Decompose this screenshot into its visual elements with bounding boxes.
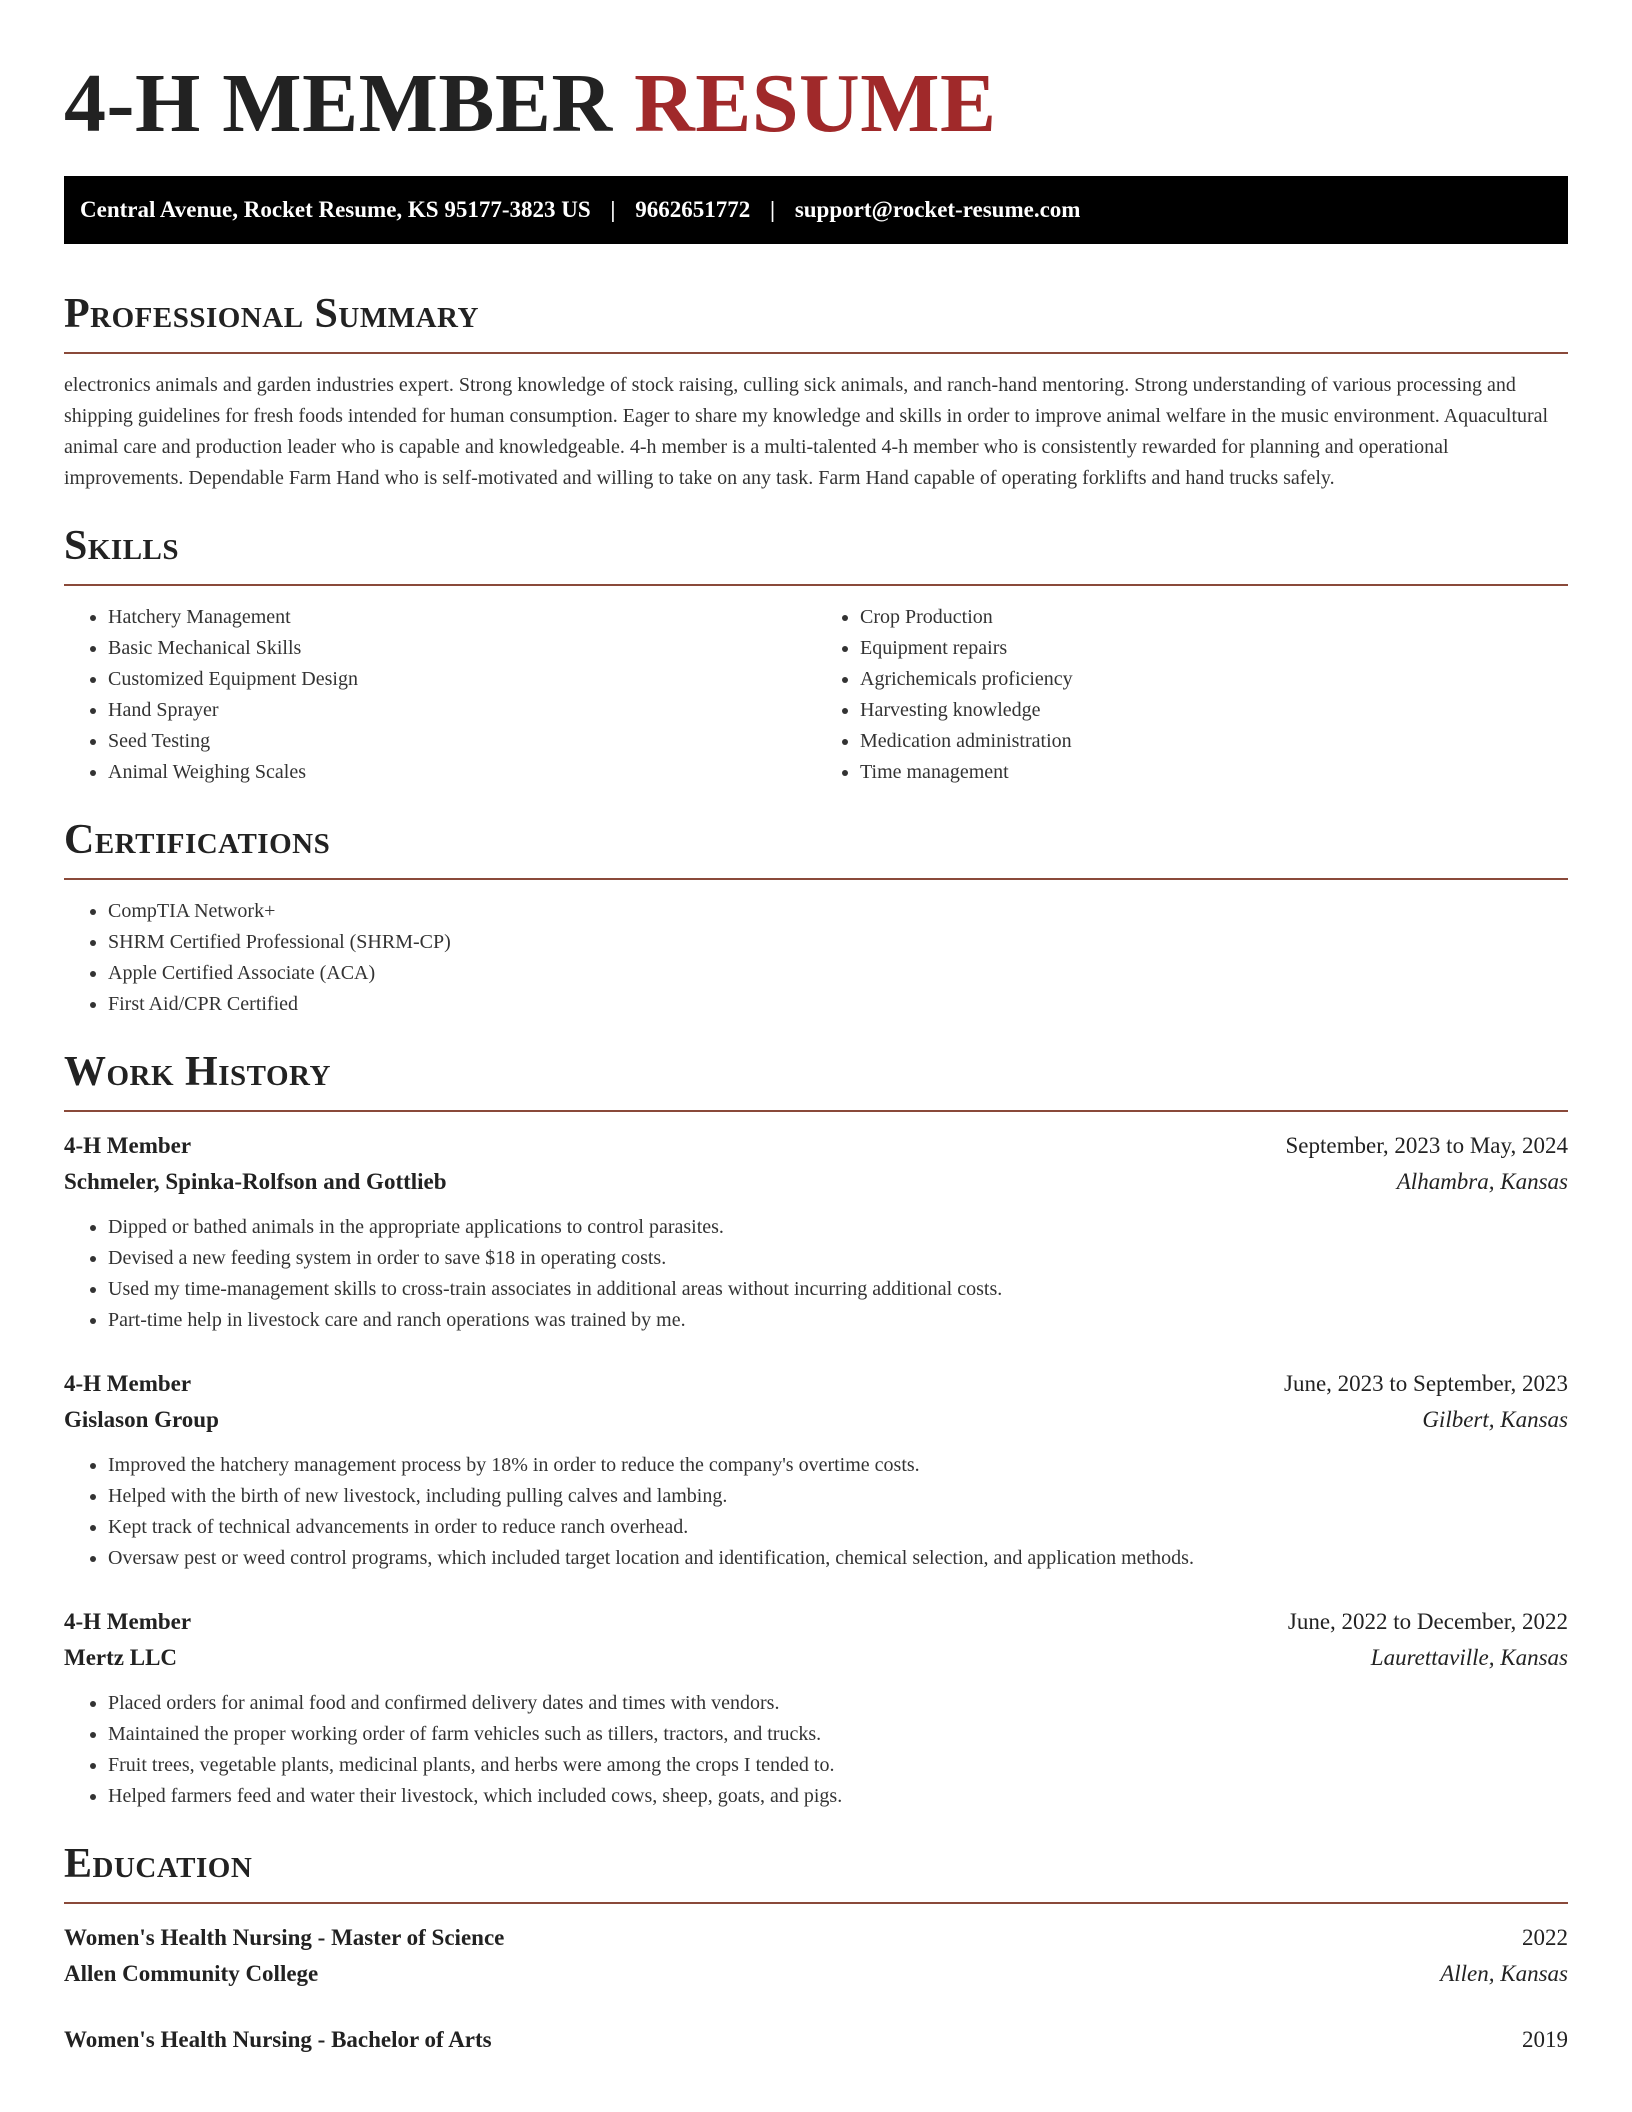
job-dates: June, 2023 to September, 2023 bbox=[1284, 1371, 1568, 1396]
education-section bbox=[64, 1838, 1568, 2058]
job-bullet: • Helped farmers feed and water their livestock, which included cows, sheep, goats, and pigs. bbox=[108, 1781, 1568, 1812]
job-bullet: • Maintained the proper working order of farm vehicles such as tillers, tractors, and trucks. bbox=[108, 1719, 1568, 1750]
skill-item: • Medication administration bbox=[860, 726, 1568, 757]
job-bullet: • Fruit trees, vegetable plants, medicinal plants, and herbs were among the crops I tended to. bbox=[108, 1750, 1568, 1781]
contact-phone: 9662651772 bbox=[635, 197, 751, 222]
skill-item: • Agrichemicals proficiency bbox=[860, 664, 1568, 695]
certification-item: • First Aid/CPR Certified bbox=[108, 989, 1568, 1020]
job-dates: September, 2023 to May, 2024 bbox=[1285, 1133, 1568, 1158]
work-history-heading: Work History bbox=[64, 1046, 1568, 1112]
job-entry bbox=[64, 1604, 1568, 1812]
skill-item: • Animal Weighing Scales bbox=[108, 757, 816, 788]
contact-separator: | bbox=[769, 197, 776, 222]
skills-heading: Skills bbox=[64, 520, 1568, 586]
title-part-1: 4-H MEMBER bbox=[64, 57, 613, 150]
contact-bar bbox=[64, 176, 1568, 244]
skill-item: • Time management bbox=[860, 757, 1568, 788]
job-bullet: • Devised a new feeding system in order to save $18 in operating costs. bbox=[108, 1243, 1568, 1274]
contact-separator: | bbox=[610, 197, 616, 222]
education-degree: Women's Health Nursing - Bachelor of Arts bbox=[64, 2027, 492, 2052]
job-company: Gislason Group bbox=[64, 1407, 219, 1432]
job-location: Gilbert, Kansas bbox=[1422, 1407, 1568, 1432]
job-bullet: • Improved the hatchery management process by 18% in order to reduce the company's overtime costs. bbox=[108, 1450, 1568, 1481]
skills-list-right bbox=[816, 602, 1568, 788]
job-bullets bbox=[64, 1212, 1568, 1336]
certification-item: • CompTIA Network+ bbox=[108, 896, 1568, 927]
work-history-section bbox=[64, 1046, 1568, 1812]
job-bullet: • Placed orders for animal food and confirmed delivery dates and times with vendors. bbox=[108, 1688, 1568, 1719]
certification-item: • Apple Certified Associate (ACA) bbox=[108, 958, 1568, 989]
job-bullets bbox=[64, 1688, 1568, 1812]
skill-item: • Equipment repairs bbox=[860, 633, 1568, 664]
education-location: Allen, Kansas bbox=[1440, 1961, 1568, 1986]
job-bullet: • Dipped or bathed animals in the appropriate applications to control parasites. bbox=[108, 1212, 1568, 1243]
skill-item: • Hand Sprayer bbox=[108, 695, 816, 726]
job-bullet: • Oversaw pest or weed control programs, which included target location and identification, chemical selection, and application methods. bbox=[108, 1543, 1568, 1574]
education-entry bbox=[64, 1920, 1568, 1992]
job-role: 4-H Member bbox=[64, 1609, 192, 1634]
skill-item: • Hatchery Management bbox=[108, 602, 816, 633]
education-entry bbox=[64, 2022, 1568, 2058]
skills-list-left bbox=[64, 602, 816, 788]
job-company: Schmeler, Spinka-Rolfson and Gottlieb bbox=[64, 1169, 447, 1194]
title-part-2: RESUME bbox=[634, 57, 997, 150]
job-bullet: • Part-time help in livestock care and ranch operations was trained by me. bbox=[108, 1305, 1568, 1336]
summary-heading: Professional Summary bbox=[64, 288, 1568, 354]
contact-address: Central Avenue, Rocket Resume, KS 95177-3823 US bbox=[80, 197, 591, 222]
job-bullets bbox=[64, 1450, 1568, 1574]
certifications-section bbox=[64, 814, 1568, 1020]
education-degree: Women's Health Nursing - Master of Science bbox=[64, 1925, 505, 1950]
certification-item: • SHRM Certified Professional (SHRM-CP) bbox=[108, 927, 1568, 958]
job-role: 4-H Member bbox=[64, 1371, 192, 1396]
contact-email: support@rocket-resume.com bbox=[794, 197, 1081, 222]
summary-section bbox=[64, 288, 1568, 494]
education-year: 2022 bbox=[1522, 1925, 1568, 1950]
skill-item: • Seed Testing bbox=[108, 726, 816, 757]
skill-item: • Harvesting knowledge bbox=[860, 695, 1568, 726]
education-heading: Education bbox=[64, 1838, 1568, 1904]
job-bullet: • Kept track of technical advancements in order to reduce ranch overhead. bbox=[108, 1512, 1568, 1543]
education-school: Allen Community College bbox=[64, 1961, 319, 1986]
certifications-heading: Certifications bbox=[64, 814, 1568, 880]
skills-section bbox=[64, 520, 1568, 788]
resume-title bbox=[64, 0, 1568, 176]
job-bullet: • Helped with the birth of new livestock, including pulling calves and lambing. bbox=[108, 1481, 1568, 1512]
job-entry bbox=[64, 1366, 1568, 1574]
job-role: 4-H Member bbox=[64, 1133, 192, 1158]
job-location: Alhambra, Kansas bbox=[1396, 1169, 1568, 1194]
skill-item: • Customized Equipment Design bbox=[108, 664, 816, 695]
skill-item: • Basic Mechanical Skills bbox=[108, 633, 816, 664]
summary-text: electronics animals and garden industries expert. Strong knowledge of stock raising, culling sick animals, and ranch-hand mentoring. Strong understanding of various processing and shipping guidelines for fresh foods intended for human consumption. Eager to share my knowledge and skills in order to improve animal welfare in the music environment. Aquacultural animal care and production leader who is capable and knowledgeable. 4-h member is a multi-talented 4-h member who is consistently rewarded for planning and operational improvements. Dependable Farm Hand who is self-motivated and willing to take on any task. Farm Hand capable of operating forklifts and hand trucks safely. bbox=[64, 374, 1549, 489]
job-company: Mertz LLC bbox=[64, 1645, 178, 1670]
certifications-list bbox=[64, 896, 1568, 1020]
job-entry bbox=[64, 1128, 1568, 1336]
job-location: Laurettaville, Kansas bbox=[1370, 1645, 1568, 1670]
education-year: 2019 bbox=[1522, 2027, 1568, 2052]
job-bullet: • Used my time-management skills to cross-train associates in additional areas without incurring additional costs. bbox=[108, 1274, 1568, 1305]
job-dates: June, 2022 to December, 2022 bbox=[1287, 1609, 1568, 1634]
skill-item: • Crop Production bbox=[860, 602, 1568, 633]
skills-columns bbox=[64, 586, 1568, 788]
